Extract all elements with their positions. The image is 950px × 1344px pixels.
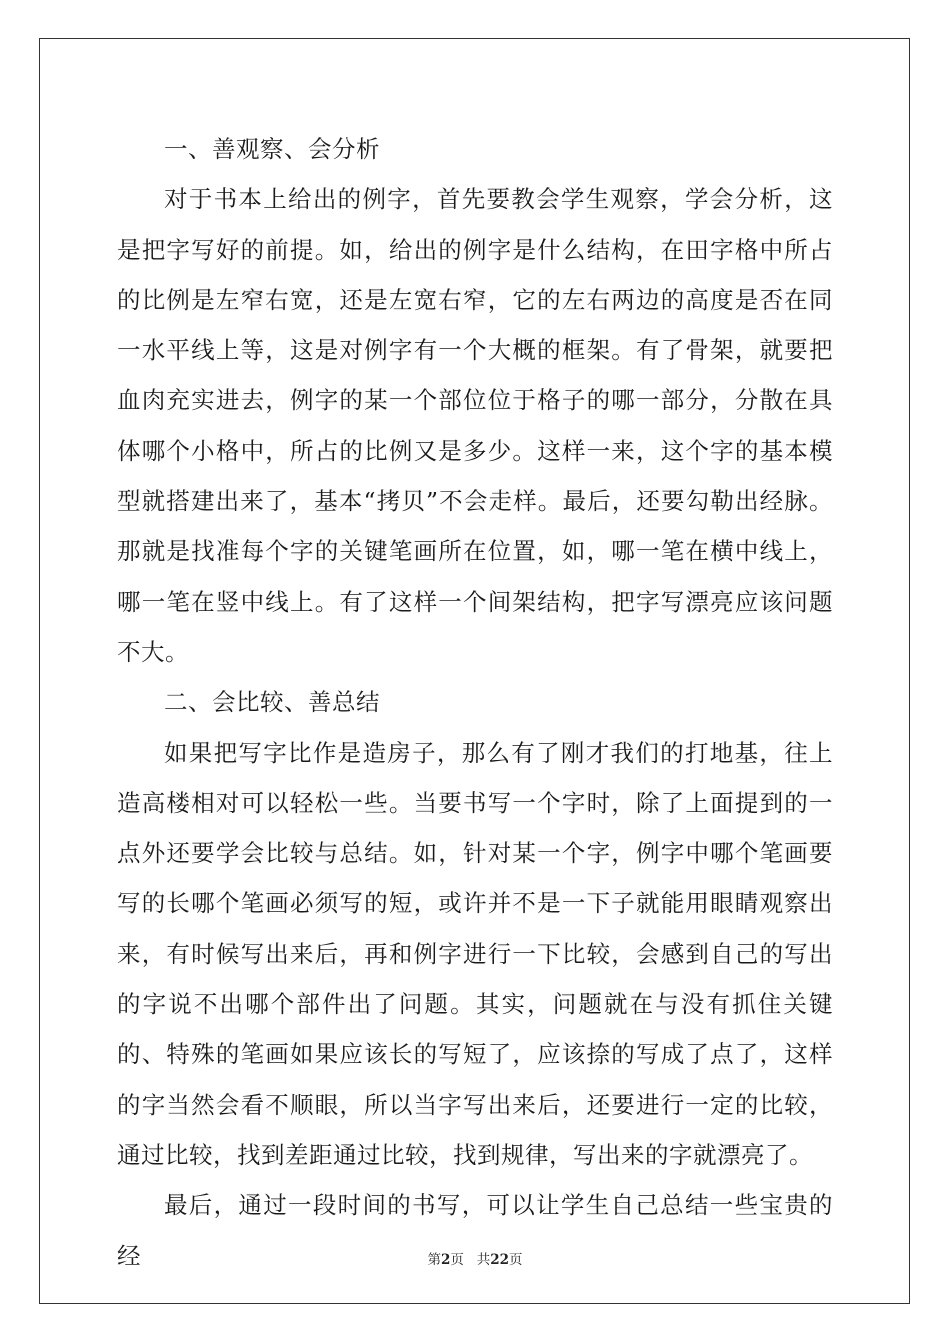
footer-total-pages: 22 <box>490 1252 510 1268</box>
footer-page-suffix: 页 <box>450 1252 464 1268</box>
paragraph-2: 如果把写字比作是造房子，那么有了刚才我们的打地基，往上造高楼相对可以轻松一些。当要书写一个字时，除了上面提到的一点外还要学会比较与总结。如，针对某一个字，例字中哪个笔画要写的长哪个笔画必须写的短，或许并不是一下子就能用眼睛观察出来，有时候写出来后，再和例字进行一下比较，会感到自己的写出的字说不出哪个部件出了问题。其实，问题就在与没有抓住关键的、特殊的笔画如果应该长的写短了，应该捺的写成了点了，这样的字当然会看不顺眼，所以当字写出来后，还要进行一定的比较，通过比较，找到差距通过比较，找到规律，写出来的字就漂亮了。 <box>117 738 833 1169</box>
footer-total-prefix: 共 <box>476 1252 491 1268</box>
paragraph-1: 对于书本上给出的例字，首先要教会学生观察，学会分析，这是把字写好的前提。如，给出的例字是什么结构，在田字格中所占的比例是左窄右宽，还是左宽右窄，它的左右两边的高度是否在同一水平线上等，这是对例字有一个大概的框架。有了骨架，就要把血肉充实进去，例字的某一个部位位于格子的哪一部分，分散在具体哪个小格中，所占的比例又是多少。这样一来，这个字的基本模型就搭建出来了，基本“拷贝”不会走样。最后，还要勾勒出经脉。那就是找准每个字的关键笔画所在位置，如，哪一笔在横中线上，哪一笔在竖中线上。有了这样一个间架结构，把字写漂亮应该问题不大。 <box>117 185 833 666</box>
footer-total-suffix: 页 <box>509 1252 523 1268</box>
document-body <box>117 124 833 1281</box>
footer-page-number: 2 <box>440 1252 451 1268</box>
section-heading-2: 二、会比较、善总结 <box>164 688 380 717</box>
page-footer <box>0 1248 950 1268</box>
section-heading-1: 一、善观察、会分析 <box>164 135 380 163</box>
paragraph-3: 最后，通过一段时间的书写，可以让学生自己总结一些宝贵的经 <box>117 1191 833 1270</box>
footer-prefix: 第 <box>427 1252 441 1268</box>
